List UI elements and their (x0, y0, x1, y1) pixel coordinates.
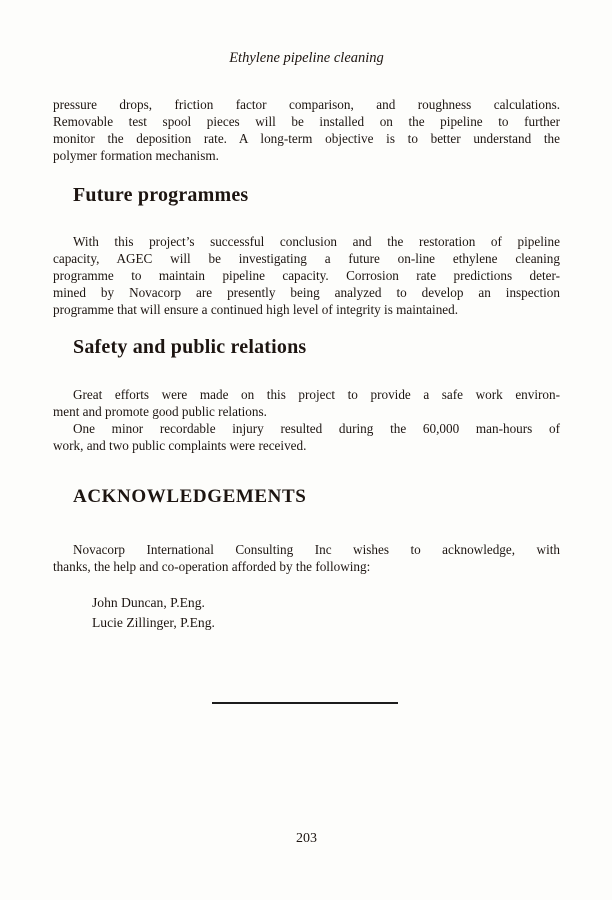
text-line: thanks, the help and co-operation afforded by the following: (53, 559, 371, 574)
text-line: Great efforts were made on this project to provide a safe work environ- (73, 387, 560, 402)
text-line: work, and two public complaints were received. (53, 438, 307, 453)
acknowledged-names-list (92, 593, 599, 633)
paragraph-intro (53, 96, 560, 164)
text-line: With this project’s successful conclusion and the restoration of pipeline (73, 234, 560, 249)
text-line: ment and promote good public relations. (53, 404, 267, 419)
text-line: One minor recordable injury resulted during the 60,000 man-hours of (73, 421, 560, 436)
section-heading-safety-public-relations: Safety and public relations (73, 336, 307, 358)
running-header: Ethylene pipeline cleaning (229, 50, 384, 66)
footnote-separator-rule (212, 702, 398, 704)
text-line: Removable test spool pieces will be installed on the pipeline to further (53, 114, 560, 129)
text-line: pressure drops, friction factor comparison, and roughness calculations. (53, 97, 560, 112)
paragraph-acknowledgements (53, 541, 560, 575)
paragraph-safety-2 (53, 420, 560, 454)
text-line: programme to maintain pipeline capacity. Corrosion rate predictions deter- (53, 268, 560, 283)
text-line: monitor the deposition rate. A long-term objective is to better understand the (53, 131, 560, 146)
acknowledged-name: Lucie Zillinger, P.Eng. (92, 615, 215, 630)
paragraph-future-programmes (53, 233, 560, 318)
paragraph-safety-1 (53, 386, 560, 420)
page-number: 203 (296, 831, 317, 846)
text-line: mined by Novacorp are presently being analyzed to develop an inspection (53, 285, 560, 300)
text-line: capacity, AGEC will be investigating a future on-line ethylene cleaning (53, 251, 560, 266)
text-line: polymer formation mechanism. (53, 148, 219, 163)
text-line: Novacorp International Consulting Inc wishes to acknowledge, with (73, 542, 560, 557)
section-heading-acknowledgements: ACKNOWLEDGEMENTS (73, 486, 307, 507)
text-line: programme that will ensure a continued high level of integrity is maintained. (53, 302, 459, 317)
acknowledged-name: John Duncan, P.Eng. (92, 595, 205, 610)
section-heading-future-programmes: Future programmes (73, 184, 249, 206)
